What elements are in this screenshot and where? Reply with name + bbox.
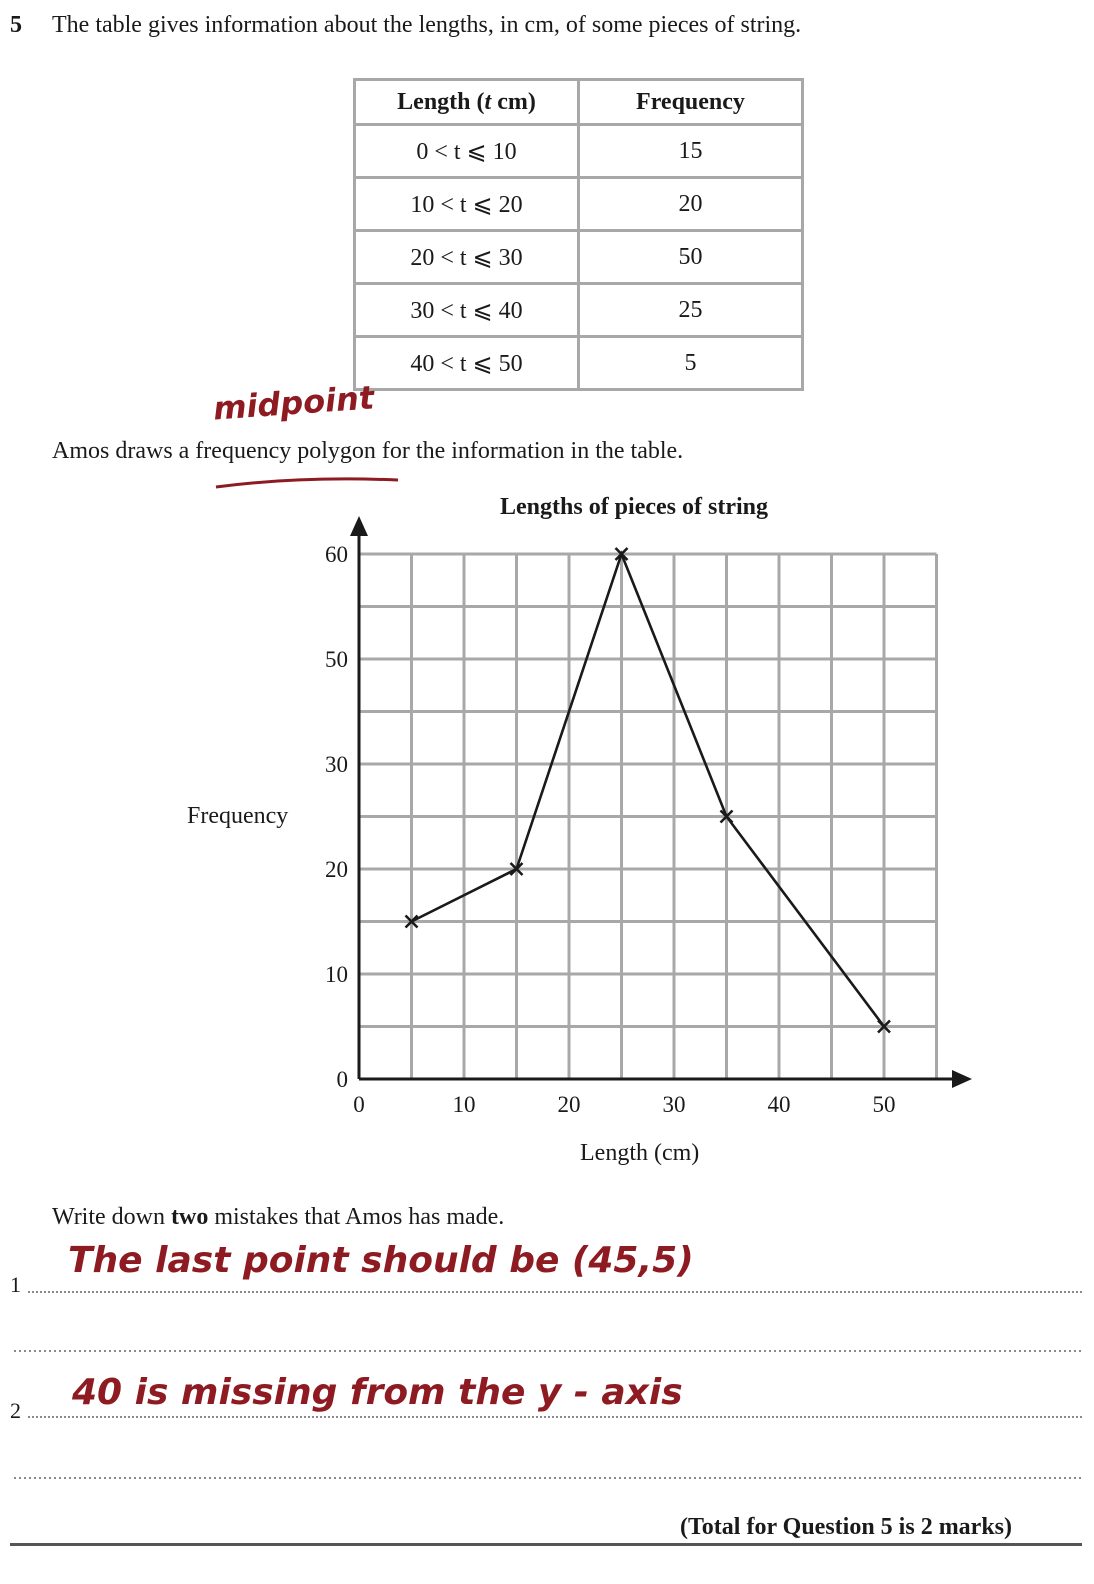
answer-number-2: 2	[10, 1398, 21, 1423]
bottom-rule	[10, 1543, 1082, 1546]
y-axis-label: Frequency	[187, 803, 289, 829]
cell-length: 20 < t ⩽ 30	[355, 231, 579, 284]
cell-length: 40 < t ⩽ 50	[355, 337, 579, 390]
frequency-polygon-line	[412, 554, 885, 1027]
x-tick-label: 20	[557, 1092, 581, 1117]
question-text: The table gives information about the lengths, in cm, of some pieces of string.	[52, 12, 802, 38]
answer-number-1: 1	[10, 1272, 21, 1297]
x-tick-label: 0	[353, 1092, 365, 1117]
x-tick-label: 10	[452, 1092, 476, 1117]
x-tick-label: 40	[767, 1092, 791, 1117]
cell-frequency: 25	[579, 284, 803, 337]
total-marks: (Total for Question 5 is 2 marks)	[680, 1514, 1013, 1540]
cell-length: 10 < t ⩽ 20	[355, 178, 579, 231]
intro-text: Amos draws a frequency polygon for the information in the table.	[52, 438, 684, 464]
prompt-text: Write down	[52, 1204, 172, 1230]
y-tick-label: 20	[325, 857, 348, 882]
chart-title: Lengths of pieces of string	[500, 494, 768, 520]
cell-length: 0 < t ⩽ 10	[355, 125, 579, 178]
handwritten-answer-1: The last point should be (45,5)	[68, 1240, 694, 1281]
cell-frequency: 5	[579, 337, 803, 390]
handwritten-answer-2: 40 is missing from the y - axis	[72, 1372, 683, 1413]
chart-grid	[359, 554, 937, 1079]
handwritten-midpoint-note: midpoint	[211, 378, 376, 428]
x-axis-label: Length (cm)	[580, 1140, 700, 1166]
answer-line-2[interactable]	[28, 1416, 1082, 1418]
header-frequency: Frequency	[579, 80, 803, 125]
chart-series	[412, 554, 885, 1027]
cell-frequency: 15	[579, 125, 803, 178]
y-tick-label: 50	[325, 647, 348, 672]
prompt-bold: two	[171, 1204, 209, 1230]
prompt-text-end: mistakes that Amos has made.	[208, 1204, 505, 1230]
y-tick-label: 0	[336, 1067, 348, 1092]
question-prompt	[52, 1204, 504, 1231]
y-tick-label: 30	[325, 752, 348, 777]
y-tick-label: 10	[325, 962, 348, 987]
cell-frequency: 20	[579, 178, 803, 231]
header-length: Length (t cm)	[355, 80, 579, 125]
cell-frequency: 50	[579, 231, 803, 284]
x-tick-label: 30	[662, 1092, 686, 1117]
y-tick-label: 60	[325, 542, 348, 567]
y-axis-arrowhead	[350, 516, 368, 536]
cell-length: 30 < t ⩽ 40	[355, 284, 579, 337]
handwritten-underline	[216, 479, 398, 487]
question-number: 5	[10, 12, 22, 38]
x-tick-label: 50	[872, 1092, 896, 1117]
chart-axes	[350, 516, 972, 1088]
x-axis-arrowhead	[952, 1070, 972, 1088]
answer-line-1[interactable]	[28, 1291, 1082, 1293]
